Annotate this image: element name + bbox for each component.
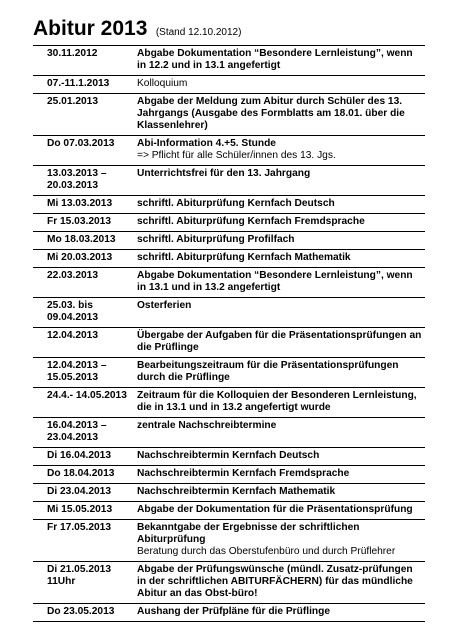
schedule-row [33, 46, 425, 76]
schedule-date: 24.4.- 14.05.2013 [33, 388, 133, 418]
schedule-description-text: Übergabe der Aufgaben für die Präsentationsprüfungen an die Prüflinge [137, 330, 422, 353]
schedule-row [33, 466, 425, 484]
schedule-row [33, 388, 425, 418]
schedule-date: 12.04.2013 [33, 328, 133, 358]
schedule-date: Fr 15.03.2013 [33, 214, 133, 232]
schedule-row [33, 268, 425, 298]
schedule-row [33, 520, 425, 562]
schedule-row [33, 214, 425, 232]
schedule-description [133, 448, 425, 466]
schedule-description [133, 520, 425, 562]
schedule-row [33, 196, 425, 214]
title-row [33, 17, 241, 41]
schedule-date: 22.03.2013 [33, 268, 133, 298]
schedule-date: 30.11.2012 [33, 46, 133, 76]
schedule-date: 25.03. bis 09.04.2013 [33, 298, 133, 328]
schedule-date: Di 16.04.2013 [33, 448, 133, 466]
schedule-table [33, 45, 425, 622]
schedule-description [133, 298, 425, 328]
schedule-date: Fr 17.05.2013 [33, 520, 133, 562]
schedule-row [33, 94, 425, 136]
schedule-row [33, 328, 425, 358]
schedule-description-text: Nachschreibtermin Kernfach Deutsch [137, 450, 320, 461]
schedule-description [133, 250, 425, 268]
schedule-description-text: schriftl. Abiturprüfung Kernfach Mathematik [137, 252, 351, 263]
schedule-date: Mi 15.05.2013 [33, 502, 133, 520]
schedule-description [133, 196, 425, 214]
schedule-date: Do 18.04.2013 [33, 466, 133, 484]
schedule-date: Do 23.05.2013 [33, 604, 133, 622]
schedule-description-text: Nachschreibtermin Kernfach Fremdsprache [137, 468, 350, 479]
schedule-row [33, 502, 425, 520]
schedule-description-text: schriftl. Abiturprüfung Kernfach Fremdsprache [137, 216, 365, 227]
schedule-description [133, 232, 425, 250]
schedule-note: Beratung durch das Oberstufenbüro und durch Prüflehrer [137, 546, 396, 557]
schedule-description [133, 358, 425, 388]
schedule-date: 16.04.2013 – 23.04.2013 [33, 418, 133, 448]
schedule-description-text: Abgabe der Meldung zum Abitur durch Schüler des 13. Jahrgangs (Ausgabe des Formblatts am 18.01. über die Klassenlehrer) [137, 96, 405, 131]
schedule-description [133, 502, 425, 520]
schedule-description-text: Aushang der Prüfpläne für die Prüflinge [137, 606, 331, 617]
schedule-note: => Pflicht für alle Schüler/innen des 13. Jgs. [137, 150, 336, 161]
schedule-description-text: Unterrichtsfrei für den 13. Jahrgang [137, 168, 311, 179]
schedule-row [33, 604, 425, 622]
schedule-description [133, 328, 425, 358]
schedule-description-text: Osterferien [137, 300, 192, 311]
page-title: Abitur 2013 [33, 17, 148, 40]
schedule-description [133, 418, 425, 448]
schedule-body [33, 46, 425, 622]
schedule-row [33, 358, 425, 388]
schedule-description [133, 484, 425, 502]
schedule-date: 13.03.2013 – 20.03.2013 [33, 166, 133, 196]
schedule-row [33, 484, 425, 502]
schedule-description-text: Zeitraum für die Kolloquien der Besonderen Lernleistung, die in 13.1 und in 13.2 angefertigt wurde [137, 390, 417, 413]
schedule-description [133, 388, 425, 418]
schedule-description [133, 268, 425, 298]
schedule-description [133, 94, 425, 136]
schedule-row [33, 76, 425, 94]
schedule-row [33, 448, 425, 466]
schedule-description [133, 46, 425, 76]
schedule-description [133, 76, 425, 94]
schedule-description [133, 604, 425, 622]
schedule-row [33, 418, 425, 448]
schedule-date: 12.04.2013 – 15.05.2013 [33, 358, 133, 388]
schedule-date: Mi 13.03.2013 [33, 196, 133, 214]
schedule-description-text: Bekanntgabe der Ergebnisse der schriftlichen Abiturprüfung [137, 522, 360, 545]
schedule-date: Di 21.05.2013 11Uhr [33, 562, 133, 604]
schedule-description-text: zentrale Nachschreibtermine [137, 420, 277, 431]
schedule-description-text: Abgabe Dokumentation “Besondere Lernleistung”, wenn in 13.1 und in 13.2 angefertigt [137, 270, 413, 293]
schedule-description [133, 166, 425, 196]
schedule-date: Mi 20.03.2013 [33, 250, 133, 268]
stand-date: (Stand 12.10.2012) [155, 27, 242, 38]
schedule-row [33, 562, 425, 604]
schedule-row [33, 166, 425, 196]
schedule-description-text: Abgabe der Prüfungswünsche (mündl. Zusatz-prüfungen in der schriftlichen ABITURFÄCHERN) für das mündliche Abitur an das Obst-büro! [137, 564, 413, 599]
schedule-description-text: Bearbeitungszeitraum für die Präsentationsprüfungen durch die Prüflinge [137, 360, 399, 383]
schedule-row [33, 136, 425, 166]
schedule-description [133, 562, 425, 604]
schedule-date: Do 07.03.2013 [33, 136, 133, 166]
schedule-description-text: Nachschreibtermin Kernfach Mathematik [137, 486, 336, 497]
schedule-description-text: Abgabe Dokumentation “Besondere Lernleistung”, wenn in 12.2 und in 13.1 angefertigt [137, 48, 413, 71]
schedule-description [133, 136, 425, 166]
schedule-date: Di 23.04.2013 [33, 484, 133, 502]
schedule-description [133, 214, 425, 232]
schedule-description-text: schriftl. Abiturprüfung Kernfach Deutsch [137, 198, 335, 209]
schedule-description [133, 466, 425, 484]
schedule-row [33, 232, 425, 250]
schedule-description-text: Kolloquium [137, 78, 188, 89]
schedule-row [33, 250, 425, 268]
schedule-date: 25.01.2013 [33, 94, 133, 136]
schedule-description-text: Abi-Information 4.+5. Stunde [137, 138, 276, 149]
schedule-date: 07.-11.1.2013 [33, 76, 133, 94]
schedule-date: Mo 18.03.2013 [33, 232, 133, 250]
schedule-description-text: Abgabe der Dokumentation für die Präsentationsprüfung [137, 504, 413, 515]
schedule-row [33, 298, 425, 328]
schedule-description-text: schriftl. Abiturprüfung Profilfach [137, 234, 295, 245]
